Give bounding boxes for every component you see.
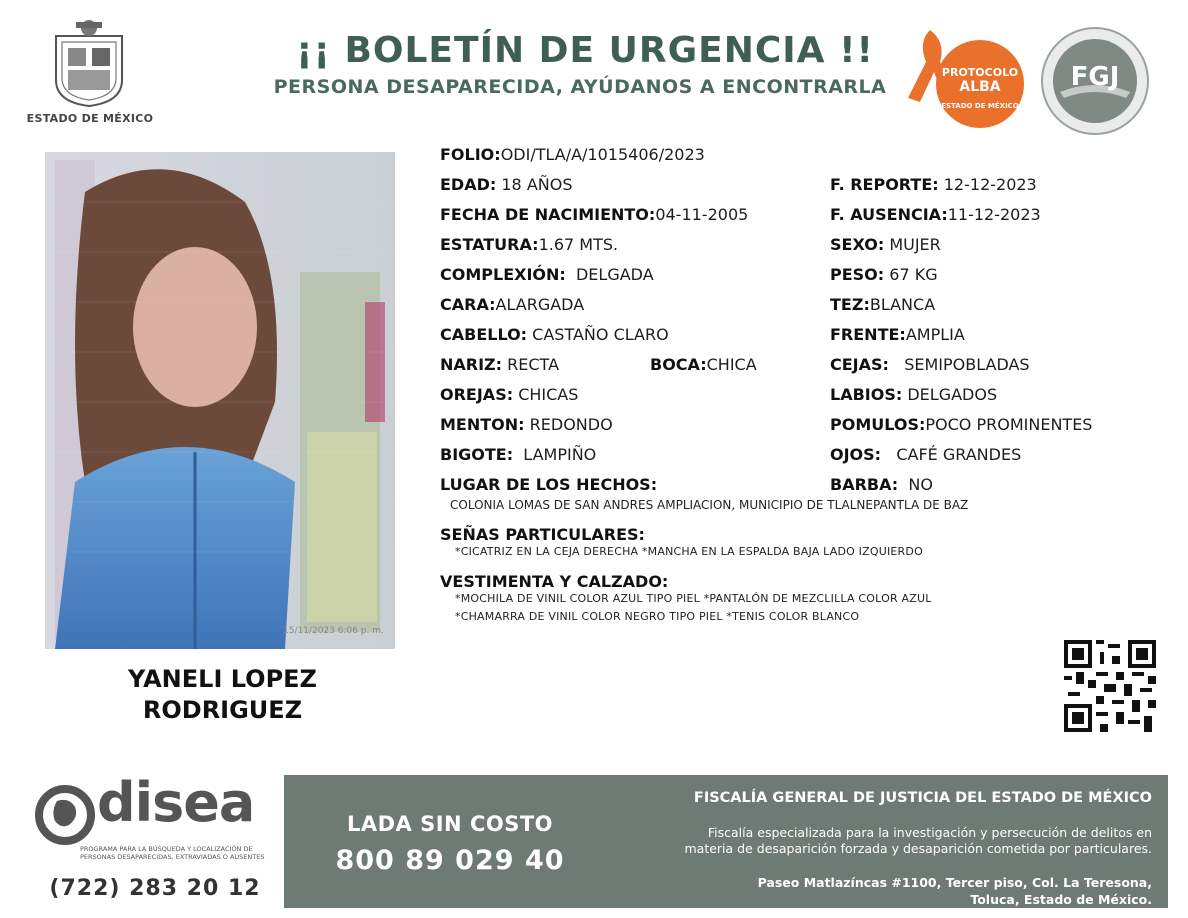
fgj-name: FISCALÍA GENERAL DE JUSTICIA DEL ESTADO DE MÉXICO (693, 790, 1152, 806)
boca-value: CHICA (706, 355, 757, 374)
estado-de-mexico-label: ESTADO DE MÉXICO (26, 112, 154, 125)
estatura-value: 1.67 MTS. (538, 235, 619, 254)
labios-label: LABIOS: (830, 385, 903, 404)
ojos-field (830, 445, 1021, 464)
fgj-desc-line2: materia de desaparición forzada y desaparición cometida por particulares. (684, 841, 1152, 856)
fgj-addr-line2: Toluca, Estado de México. (970, 892, 1152, 907)
vestimenta-line2: *CHAMARRA DE VINIL COLOR NEGRO TIPO PIEL *TENIS COLOR BLANCO (455, 610, 860, 623)
peso-field (830, 265, 938, 284)
edad-label: EDAD: (440, 175, 497, 194)
labios-value: DELGADOS (907, 385, 998, 404)
frente-value: AMPLIA (905, 325, 965, 344)
menton-label: MENTON: (440, 415, 525, 434)
reporte-field (830, 175, 1037, 194)
ojos-value: CAFÉ GRANDES (896, 445, 1022, 464)
fgj-address (600, 874, 1152, 908)
boca-label: BOCA: (650, 355, 707, 374)
odisea-logo (35, 771, 275, 875)
fgj-logo-text: FGJ (1070, 62, 1120, 92)
person-name-line2: RODRIGUEZ (142, 696, 303, 724)
reporte-label: F. REPORTE: (830, 175, 939, 194)
barba-field (830, 475, 933, 494)
lada-label: LADA SIN COSTO (346, 812, 554, 836)
alba-line3: ESTADO DE MÉXICO (941, 102, 1019, 110)
odisea-brand: disea (97, 771, 255, 834)
cabello-field (440, 325, 669, 344)
senas-value: *CICATRIZ EN LA CEJA DERECHA *MANCHA EN LA ESPALDA BAJA LADO IZQUIERDO (455, 545, 923, 558)
pomulos-label: POMULOS: (830, 415, 926, 434)
vestimenta-label: VESTIMENTA Y CALZADO: (440, 572, 669, 591)
estatura-field (440, 235, 618, 254)
tez-label: TEZ: (830, 295, 870, 314)
bulletin-subtitle: PERSONA DESAPARECIDA, AYÚDANOS A ENCONTRARLA (273, 76, 887, 98)
odisea-phone: (722) 283 20 12 (49, 876, 261, 901)
bigote-value: LAMPIÑO (523, 445, 597, 464)
ausencia-label: F. AUSENCIA: (830, 205, 948, 224)
fgj-addr-line1: Paseo Matlazíncas #1100, Tercer piso, Col. La Teresona, (757, 875, 1152, 890)
complexion-field (440, 265, 654, 284)
pomulos-field (830, 415, 1092, 434)
tez-field (830, 295, 935, 314)
nacimiento-value: 04-11-2005 (655, 205, 749, 224)
cabello-value: CASTAÑO CLARO (532, 325, 669, 344)
cara-value: ALARGADA (495, 295, 585, 314)
protocolo-alba-logo (900, 22, 1030, 132)
fgj-desc-line1: Fiscalía especializada para la investigación y persecución de delitos en (707, 825, 1152, 840)
odisea-caption: PROGRAMA PARA LA BÚSQUEDA Y LOCALIZACIÓN DE PERSONAS DESAPARECIDAS, EXTRAVIADAS O AUSENTES (80, 845, 265, 861)
cejas-label: CEJAS: (830, 355, 889, 374)
folio-value: ODI/TLA/A/1015406/2023 (500, 145, 705, 164)
sexo-value: MUJER (889, 235, 941, 254)
peso-value: 67 KG (889, 265, 938, 284)
orejas-field (440, 385, 578, 404)
edad-field (440, 175, 572, 194)
tez-value: BLANCA (869, 295, 936, 314)
orejas-value: CHICAS (518, 385, 579, 404)
senas-label: SEÑAS PARTICULARES: (440, 525, 645, 544)
frente-label: FRENTE: (830, 325, 906, 344)
cejas-field (830, 355, 1030, 374)
alba-line1: PROTOCOLO (941, 66, 1019, 79)
complexion-value: DELGADA (575, 265, 654, 284)
frente-field (830, 325, 965, 344)
alba-line2: ALBA (959, 79, 1001, 95)
cabello-label: CABELLO: (440, 325, 528, 344)
complexion-label: COMPLEXIÓN: (440, 265, 566, 284)
ausencia-field (830, 205, 1041, 224)
nariz-field (440, 355, 559, 374)
barba-label: BARBA: (830, 475, 899, 494)
nariz-label: NARIZ: (440, 355, 503, 374)
menton-value: REDONDO (529, 415, 613, 434)
estado-de-mexico-seal (50, 18, 128, 108)
vestimenta-line1: *MOCHILA DE VINIL COLOR AZUL TIPO PIEL *PANTALÓN DE MEZCLILLA COLOR AZUL (455, 592, 932, 605)
lada-number[interactable]: 800 89 029 40 (335, 845, 565, 876)
qr-code[interactable] (1064, 640, 1156, 732)
cejas-value: SEMIPOBLADAS (904, 355, 1030, 374)
lugar-value: COLONIA LOMAS DE SAN ANDRES AMPLIACION, MUNICIPIO DE TLALNEPANTLA DE BAZ (450, 498, 969, 512)
nariz-value: RECTA (507, 355, 560, 374)
edad-value: 18 AÑOS (501, 175, 573, 194)
bulletin-title: ¡¡ BOLETÍN DE URGENCIA !! (296, 30, 874, 71)
lugar-label: LUGAR DE LOS HECHOS: (440, 475, 658, 494)
cara-field (440, 295, 584, 314)
sexo-field (830, 235, 941, 254)
labios-field (830, 385, 997, 404)
nacimiento-label: FECHA DE NACIMIENTO: (440, 205, 656, 224)
peso-label: PESO: (830, 265, 885, 284)
barba-value: NO (908, 475, 933, 494)
pomulos-value: POCO PROMINENTES (925, 415, 1093, 434)
sexo-label: SEXO: (830, 235, 885, 254)
bigote-field (440, 445, 596, 464)
cara-label: CARA: (440, 295, 496, 314)
reporte-value: 12-12-2023 (943, 175, 1037, 194)
missing-person-photo (45, 152, 395, 649)
nacimiento-field (440, 205, 748, 224)
photo-timestamp: 15/11/2023 6:06 p. m. (283, 626, 384, 636)
fgj-logo (1040, 26, 1150, 136)
folio-field (440, 145, 705, 164)
person-name (60, 664, 385, 726)
estatura-label: ESTATURA: (440, 235, 539, 254)
lugar-field (440, 475, 657, 494)
orejas-label: OREJAS: (440, 385, 514, 404)
ojos-label: OJOS: (830, 445, 882, 464)
ausencia-value: 11-12-2023 (947, 205, 1041, 224)
folio-label: FOLIO: (440, 145, 501, 164)
fgj-description (600, 825, 1152, 857)
boca-field (650, 355, 757, 374)
bigote-label: BIGOTE: (440, 445, 514, 464)
menton-field (440, 415, 613, 434)
person-name-line1: YANELI LOPEZ (128, 665, 317, 693)
